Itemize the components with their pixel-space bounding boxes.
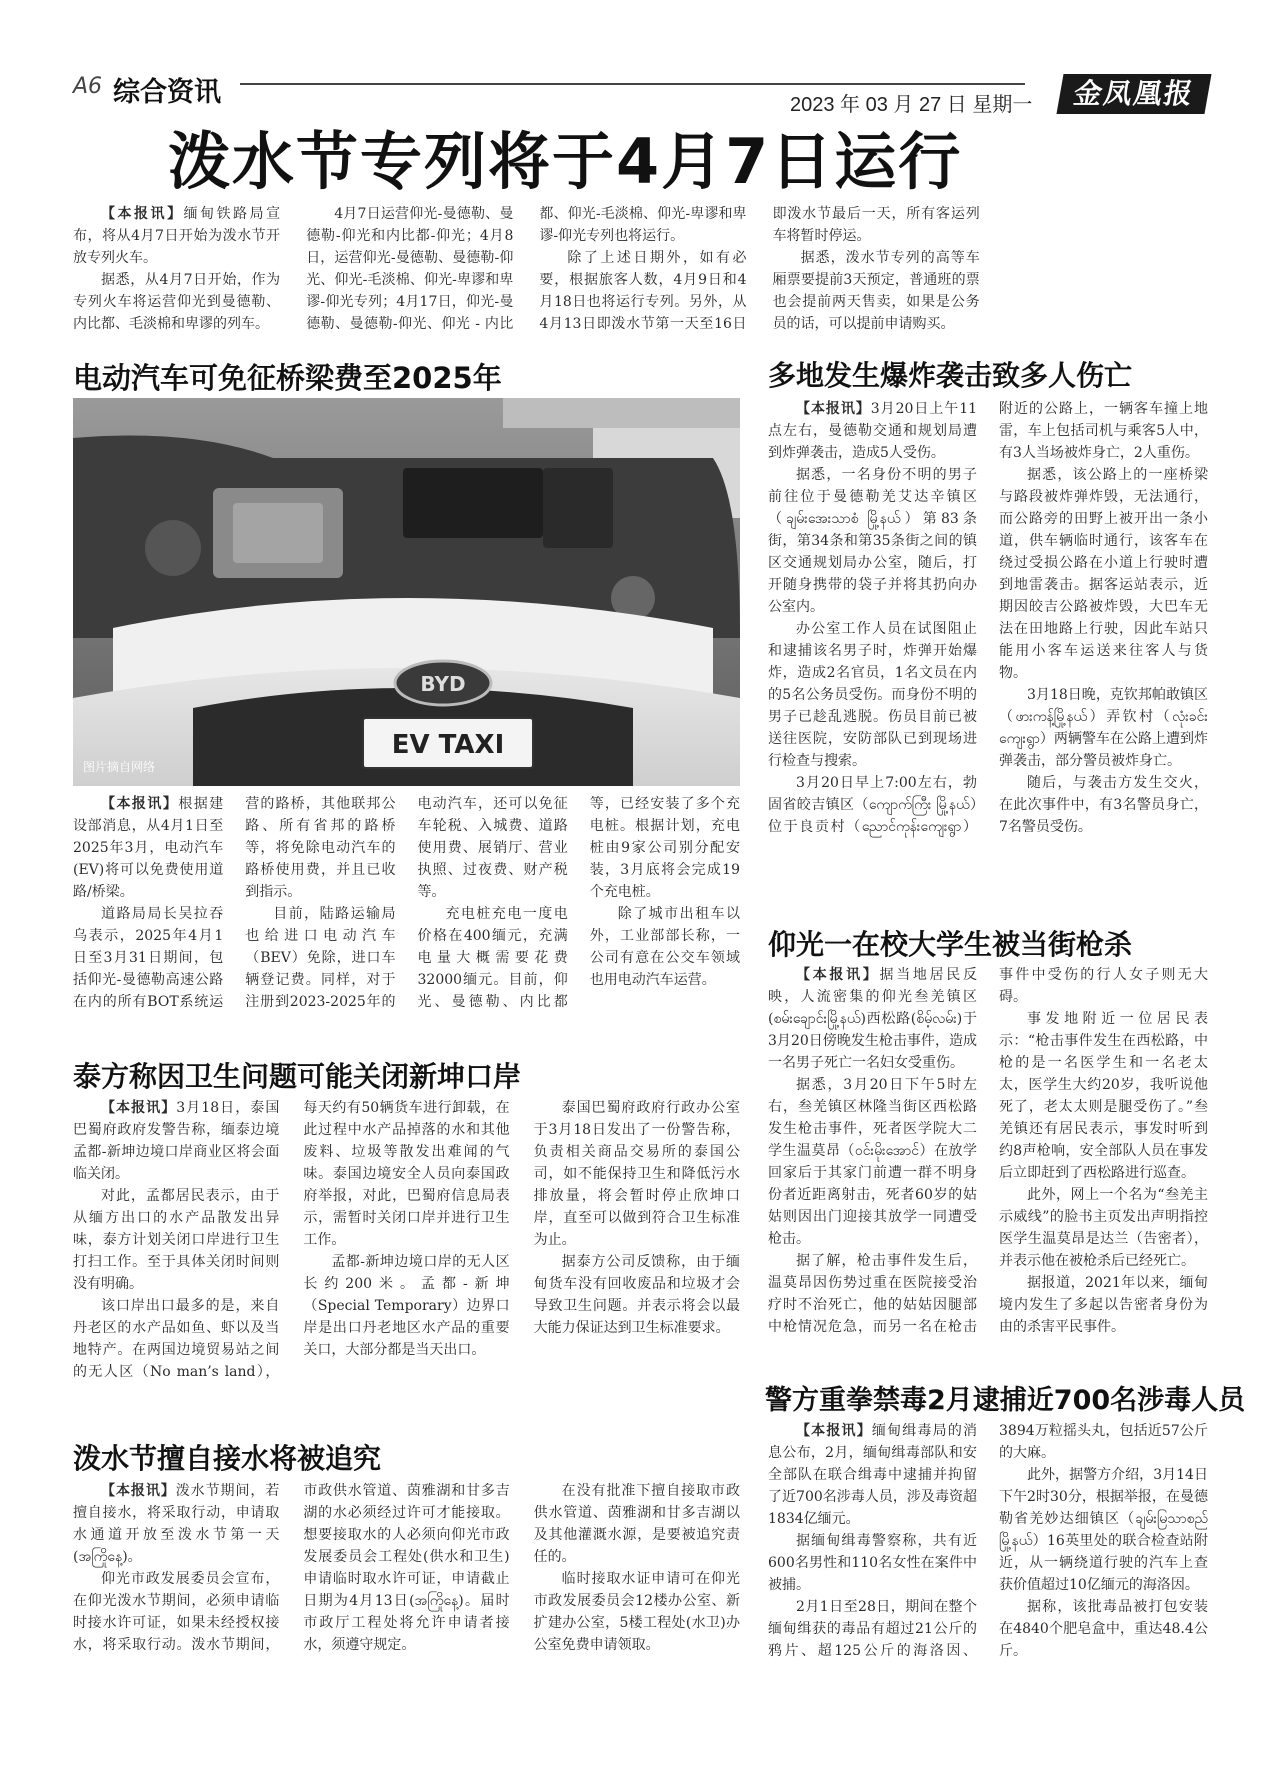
story2-paragraph: 【本报讯】根据建设部消息，从4月1日至2025年3月，电动汽车(EV)将可以免费使用道路/桥梁。 (73, 796, 224, 900)
story3-headline: 多地发生爆炸袭击致多人伤亡 (768, 359, 1133, 392)
story2-paragraph: 充电桩充电一度电价格在400缅元，充满电量大概需要花费32000缅元。目前，仰光、曼德勒、内比都等，已经安装了多个充电桩。根据计划，充电桩由9家公司别分配安装，3月底将会完成19个充电桩。 (417, 796, 740, 1010)
story1-paragraph: 除了上述日期外，如有必要，根据旅客人数，4月9日和4月18日也将运行专列。另外，从4月13日即泼水节第一天至16日即泼水节最后一天，所有客运列车将暂时停运。 (539, 206, 980, 332)
story4-paragraph: 据报道，2021年以来，缅甸境内发生了多起以告密者身份为由的杀害平民事件。 (999, 1275, 1208, 1335)
story3-paragraph: 【本报讯】3月20日上午11点左右，曼德勒交通和规划局遭到炸弹袭击，造成5人受伤。 (768, 401, 978, 461)
story4-paragraph: 据了解，枪击事件发生后，温莫昂因伤势过重在医院接受治疗时不治死亡，他的姑姑因腿部中枪情况危急，而另一名在枪击事件中受伤的行人女子则无大碍。 (768, 967, 1208, 1335)
story3-paragraph: 据悉，该公路上的一座桥梁与路段被炸弹炸毁，无法通行，而公路旁的田野上被开出一条小道，供车辆临时通行，该客车在绕过受损公路在小道上行驶时遭到地雷袭击。据客运站表示，近期因皎吉公路被炸毁，大巴车无法在田地路上行驶，因此车站只能用小客车运送来往客人与货物。 (999, 467, 1208, 681)
story5-headline: 泰方称因卫生问题可能关闭新坤口岸 (73, 1060, 522, 1093)
story2-paragraph: 目前，陆路运输局也给进口电动汽车（BEV）免除，进口车辆登记费。同样，对于注册到2023-2025年的电动汽车，还可以免征车轮税、入城费、道路使用费、展销厅、营业执照、过夜费、财产税等。 (245, 796, 568, 1010)
story7-paragraph: 仰光市政发展委员会宣布，在仰光泼水节期间，必须申请临时接水许可证，如果未经授权接水，将采取行动。泼水节期间，市政供水管道、茵雅湖和甘多吉湖的水必须经过许可才能接取。想要接取水的人必须向仰光市政发展委员会工程处(供水和卫生)申请临时取水许可证，申请截止日期为4月13日(အကြိုနေ့)。届时市政厅工程处将允许申请者接水，须遵守规定。 (73, 1483, 510, 1653)
story1-body (73, 203, 1213, 338)
story1-paragraph: 【本报讯】缅甸铁路局宣布，将从4月7日开始为泼水节开放专列火车。 (73, 206, 281, 266)
story1-paragraph: 据悉，从4月7日开始，作为专列火车将运营仰光到曼德勒、内比都、毛淡棉和卑谬的列车。 (73, 272, 281, 332)
story7-paragraph: 在没有批准下擅自接取市政供水管道、茵雅湖和甘多吉湖以及其他灌溉水源，是要被追究责任的。 (533, 1483, 740, 1565)
story2-paragraph: 除了城市出租车以外，工业部部长称，一公司有意在公交车领域也用电动汽车运营。 (589, 906, 740, 988)
page-number: A6 (73, 74, 103, 99)
ev-taxi-photo (73, 398, 740, 786)
story6-paragraph: 据称，该批毒品被打包安装在4840个肥皂盒中，重达48.4公斤。 (999, 1599, 1208, 1659)
header-rule (240, 83, 1025, 85)
story6-body (768, 1420, 1208, 1710)
story1-paragraph: 据悉，泼水节专列的高等车厢票要提前3天预定，普通班的票也会提前两天售卖，如果是公务员的话，可以提前申请购买。 (772, 250, 980, 332)
issue-date: 2023 年 03 月 27 日 星期一 (790, 94, 1033, 116)
story3-paragraph: 办公室工作人员在试图阻止和逮捕该名男子时，炸弹开始爆炸，造成2名官员，1名文员在内的5名公务员受伤。而身份不明的男子已趁乱逃脱。伤员目前已被送往医院，安防部队已到现场进行检查与搜索。 (768, 621, 977, 769)
story3-body (768, 398, 1208, 908)
story1-paragraph: 4月7日运营仰光-曼德勒、曼德勒-仰光和内比都-仰光；4月8日，运营仰光-曼德勒、曼德勒-仰光、仰光-毛淡棉、仰光-卑谬和卑谬-仰光专列；4月17日，仰光-曼德勒、曼德勒-仰光、仰光 - 内比都、仰光-毛淡棉、仰光-卑谬和卑谬-仰光专列也将运行。 (306, 206, 747, 332)
byd-logo-text: BYD (420, 672, 466, 696)
story4-headline: 仰光一在校大学生被当街枪杀 (768, 928, 1133, 961)
story4-paragraph: 事发地附近一位居民表示：“枪击事件发生在西松路，中枪的是一名医学生和一名老太太，医学生大约20岁，我听说他死了，老太太则是腿受伤了。”叁羌镇还有居民表示，事发时听到约8声枪响，安全部队人员在事发后立即赶到了西松路进行巡查。 (999, 1011, 1208, 1181)
plate-text: EV TAXI (391, 730, 505, 760)
story4-paragraph: 据悉，3月20日下午5时左右，叁羌镇区林隆当街区西松路发生枪击事件，死者医学院大二学生温莫昂（ဝင်းမိုးအောင်）在放学回家后于其家门前遭一群不明身份者近距离射击，死者60岁的姑姑则因出门迎接其放学一同遭受枪击。 (768, 1077, 977, 1247)
story5-paragraph: 对此，孟都居民表示，由于从缅方出口的水产品散发出异味，泰方计划关闭口岸进行卫生打扫工作。至于具体关闭时间则没有明确。 (73, 1188, 280, 1292)
story4-paragraph: 此外，网上一个名为“叁羌主示威线”的脸书主页发出声明指控医学生温莫昂是达兰（告密者），并表示他在被枪杀后已经死亡。 (999, 1187, 1208, 1269)
story2-headline: 电动汽车可免征桥梁费至2025年 (73, 361, 502, 395)
story3-paragraph: 3月18日晚，克钦邦帕敢镇区（ဖားကန့်မြို့နယ်）弄钦村（လုံးခင်းကျေးရွာ）两辆警车在公路上遭到炸弹袭击，部分警员被炸身亡。 (999, 687, 1208, 769)
story7-paragraph: 临时接取水证申请可在仰光市政发展委员会12楼办公室、新扩建办公室，5楼工程处(水卫)办公室免费申请领取。 (533, 1571, 740, 1653)
main-headline: 泼水节专列将于4月7日运行 (168, 125, 963, 198)
story7-paragraph: 【本报讯】泼水节期间，若擅自接水，将采取行动，申请取水通道开放至泼水节第一天(အကြိုနေ့)。 (73, 1483, 280, 1565)
story7-body (73, 1480, 740, 1710)
story6-paragraph: 2月1日至28日，期间在整个缅甸缉获的毒品有超过21公斤的鸦片、超125公斤的海洛因、3894万粒摇头丸，包括近57公斤的大麻。 (768, 1423, 1208, 1659)
story2-paragraph: 道路局局长吴拉吞乌表示，2025年4月1日至3月31日期间，包括仰光-曼德勒高速公路在内的所有BOT系统运营的路桥，其他联邦公路、所有省邦的路桥等，将免除电动汽车的路桥使用费，并且已收到指示。 (73, 796, 396, 1010)
story3-paragraph: 3月20日早上7:00左右，勃固省皎吉镇区（ကျောက်ကြီး မြို့နယ်）位于良贡村（ညောင်ကုန်းကျေးရွာ）附近的公路上，一辆客车撞上地雷，车上包括司机与乘客5人中，有3人当场被炸身亡，2人重伤。 (768, 401, 1208, 835)
story4-paragraph: 【本报讯】据当地居民反映，人流密集的仰光叁羌镇区(စမ်းချောင်းမြို့နယ်)西松路(စိမ့်လမ်း)于3月20日傍晚发生枪击事件，造成一名男子死亡一名妇女受重伤。 (768, 967, 977, 1071)
story5-paragraph: 孟都-新坤边境口岸的无人区长约200米。孟都-新坤（Special Temporary）边界口岸是出口丹老地区水产品的重要关口，大部分都是当天出口。 (303, 1254, 510, 1358)
story6-paragraph: 据缅甸缉毒警察称，共有近600名男性和110名女性在案件中被捕。 (768, 1533, 977, 1593)
story6-paragraph: 此外，据警方介绍，3月14日下午2时30分，根据举报，在曼德勒省羌妙达细镇区（ချမ်းမြသာစည်မြို့နယ်）16英里处的联合检查站附近，从一辆绕道行驶的汽车上查获价值超过10亿缅元的海洛因。 (999, 1467, 1208, 1593)
photo-credit: 图片摘自网络 (83, 760, 156, 774)
story5-paragraph: 该口岸出口最多的是，来自丹老区的水产品如鱼、虾以及当地特产。在两国边境贸易站之间的无人区（No man’s land），每天约有50辆货车进行卸载，在此过程中水产品掉落的水和其他废料、垃圾等散发出难闻的气味。泰国边境安全人员向泰国政府举报，对此，巴蜀府信息局表示，需暂时关闭口岸并进行卫生工作。 (73, 1100, 510, 1380)
story3-paragraph: 据悉，一名身份不明的男子前往位于曼德勒羌艾达辛镇区（ချမ်းအေးသာစံ မြို့နယ်）第83条街，第34条和第35条街之间的镇区交通规划局办公室，随后，打开随身携带的袋子并将其扔向办公室内。 (768, 467, 977, 615)
section-title: 综合资讯 (113, 77, 221, 108)
story1-lead: 【本报讯】 (101, 206, 184, 222)
story4-body (768, 964, 1208, 1356)
masthead-logo: 金凤凰报 (1056, 74, 1211, 114)
story5-paragraph: 泰国巴蜀府政府行政办公室于3月18日发出了一份警告称，负责相关商品交易所的泰国公司，如不能保持卫生和降低污水排放量，将会暂时停止欣坤口岸，直至可以做到符合卫生标准为止。 (533, 1100, 740, 1248)
story6-headline: 警方重拳禁毒2月逮捕近700名涉毒人员 (765, 1385, 1246, 1416)
story5-paragraph: 据泰方公司反馈称，由于缅甸货车没有回收废品和垃圾才会导致卫生问题。并表示将会以最大能力保证达到卫生标准要求。 (533, 1254, 740, 1336)
story7-headline: 泼水节擅自接水将被追究 (73, 1442, 382, 1475)
story6-paragraph: 【本报讯】缅甸缉毒局的消息公布，2月，缅甸缉毒部队和安全部队在联合缉毒中逮捕并拘留了近700名涉毒人员，涉及毒资超1834亿缅元。 (768, 1423, 978, 1527)
story5-body (73, 1097, 740, 1402)
ev-engine-illustration (73, 398, 740, 786)
story5-paragraph: 【本报讯】3月18日，泰国巴蜀府政府发警告称，缅泰边境孟都-新坤边境口岸商业区将会面临关闭。 (73, 1100, 280, 1182)
story3-paragraph: 随后，与袭击方发生交火，在此次事件中，有3名警员身亡，7名警员受伤。 (999, 775, 1208, 835)
story2-body (73, 793, 740, 1033)
